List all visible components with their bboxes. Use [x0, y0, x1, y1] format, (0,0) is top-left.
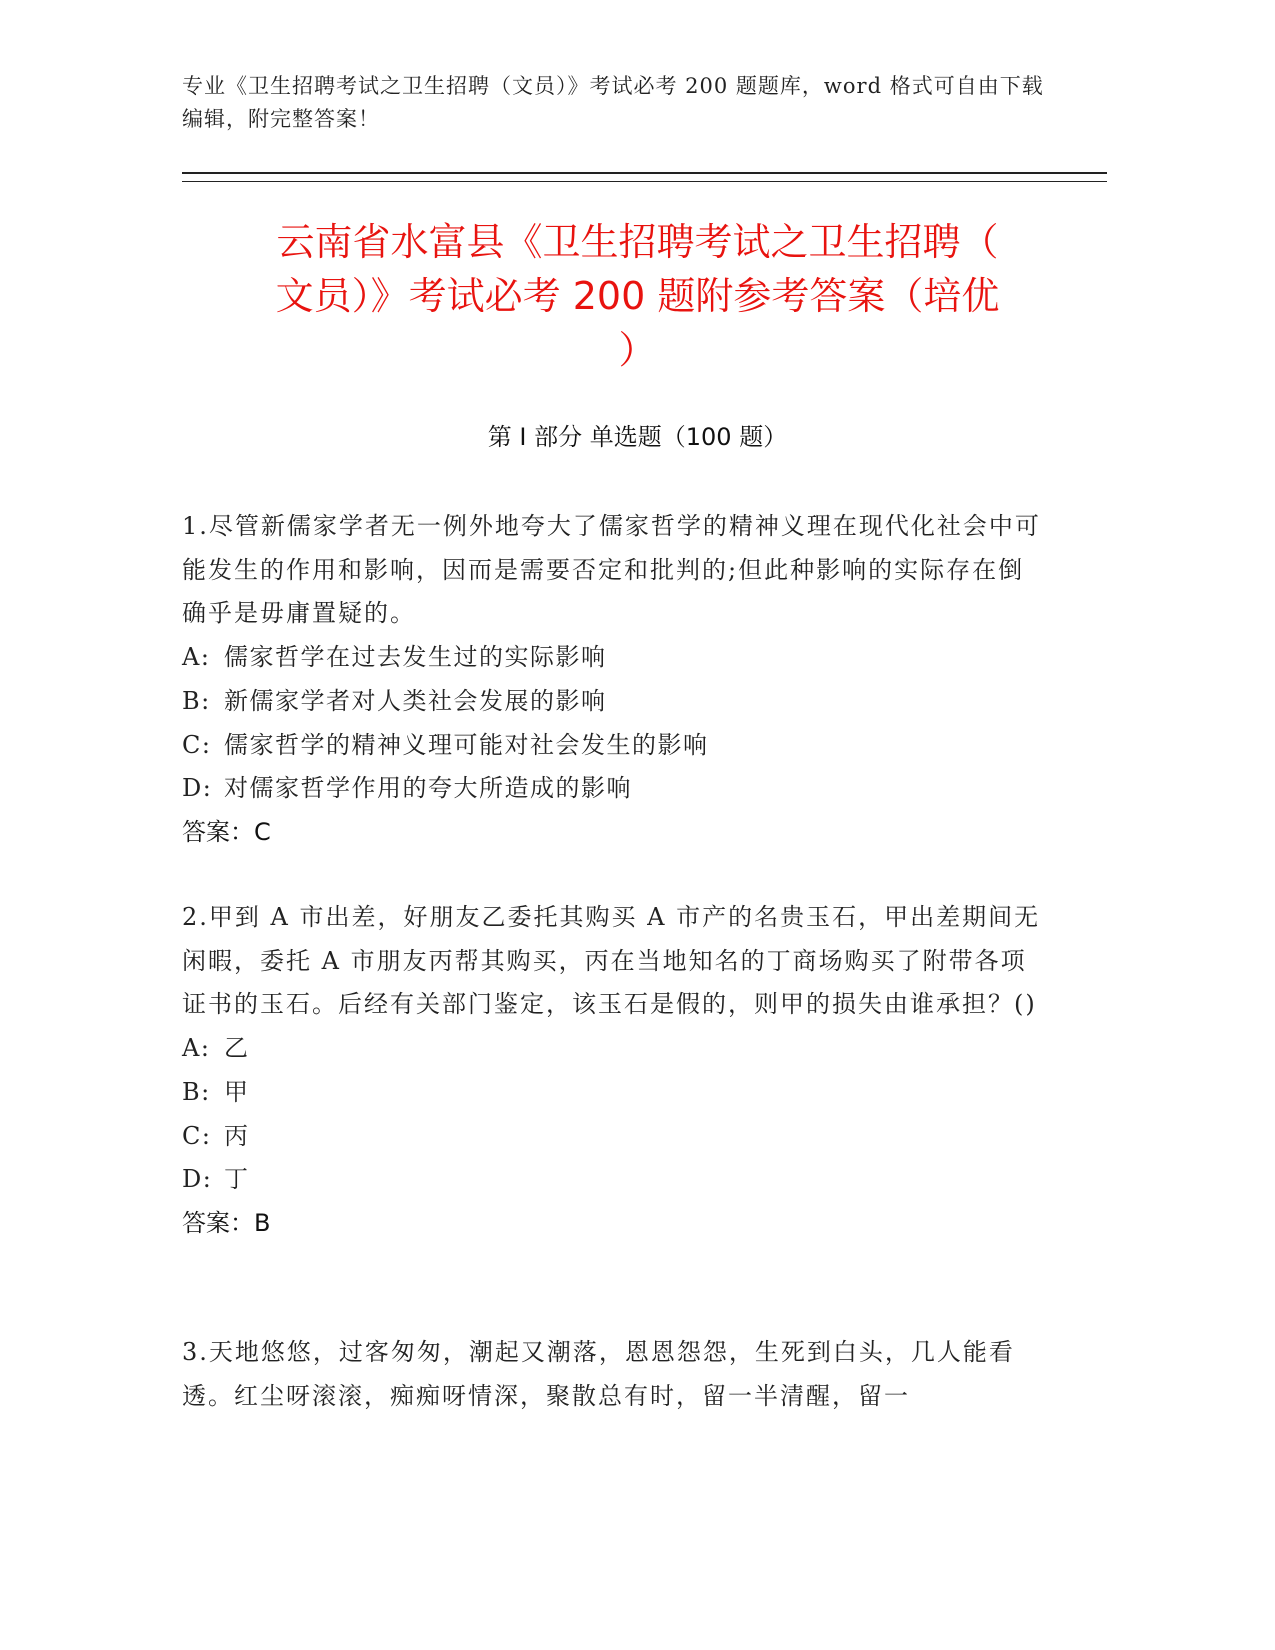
title-line: 文员）》考试必考 200 题附参考答案（培优 — [275, 274, 1000, 318]
question-3 — [182, 1331, 1042, 1418]
answer-line: 答案：B — [182, 1208, 271, 1237]
question-1 — [182, 505, 1042, 855]
header-divider-thick — [182, 172, 1107, 174]
answer-line: 答案：C — [182, 817, 271, 846]
option-d — [182, 1158, 1042, 1202]
question-stem: 3.天地悠悠，过客匆匆，潮起又潮落，恩恩怨怨，生死到白头，几人能看透。红尘呀滚滚，痴痴呀情深，聚散总有时，留一半清醒，留一 — [182, 1338, 1015, 1410]
header-note: 专业《卫生招聘考试之卫生招聘（文员）》考试必考 200 题题库，word 格式可自由下载编辑，附完整答案！ — [182, 74, 1044, 131]
option-a — [182, 1027, 1042, 1071]
option-letter: D: — [182, 774, 213, 803]
question-2 — [182, 896, 1042, 1246]
option-text: 儒家哲学在过去发生过的实际影响 — [224, 643, 607, 672]
option-text: 对儒家哲学作用的夸大所造成的影响 — [224, 774, 632, 803]
option-text: 丁 — [224, 1165, 250, 1194]
option-d — [182, 767, 1042, 811]
question-stem: 1.尽管新儒家学者无一例外地夸大了儒家哲学的精神义理在现代化社会中可能发生的作用和影响，因而是需要否定和批判的;但此种影响的实际存在倒确乎是毋庸置疑的。 — [182, 512, 1041, 628]
option-text: 甲 — [224, 1077, 250, 1106]
option-letter: B: — [182, 686, 211, 715]
option-letter: A: — [182, 643, 211, 672]
option-letter: A: — [182, 1034, 211, 1063]
option-b — [182, 1071, 1042, 1115]
option-c — [182, 1115, 1042, 1159]
title-line: 云南省水富县《卫生招聘考试之卫生招聘（ — [276, 220, 999, 264]
option-text: 儒家哲学的精神义理可能对社会发生的影响 — [224, 730, 709, 759]
option-text: 乙 — [224, 1034, 250, 1063]
option-text: 新儒家学者对人类社会发展的影响 — [224, 686, 607, 715]
option-letter: C: — [182, 730, 212, 759]
option-letter: B: — [182, 1077, 211, 1106]
section-heading: 第 I 部分 单选题（100 题） — [487, 423, 788, 451]
option-a — [182, 636, 1042, 680]
header-divider-thin — [182, 181, 1107, 182]
option-letter: D: — [182, 1165, 213, 1194]
option-b — [182, 680, 1042, 724]
option-letter: C: — [182, 1121, 212, 1150]
option-c — [182, 724, 1042, 768]
title-line: ） — [618, 328, 657, 372]
document-title — [150, 215, 1125, 377]
option-text: 丙 — [224, 1121, 250, 1150]
question-stem: 2.甲到 A 市出差，好朋友乙委托其购买 A 市产的名贵玉石，甲出差期间无闲暇，委托 A 市朋友丙帮其购买，丙在当地知名的丁商场购买了附带各项证书的玉石。后经有关部门鉴定，该玉石是假的，则甲的损失由谁承担？() — [182, 903, 1041, 1019]
